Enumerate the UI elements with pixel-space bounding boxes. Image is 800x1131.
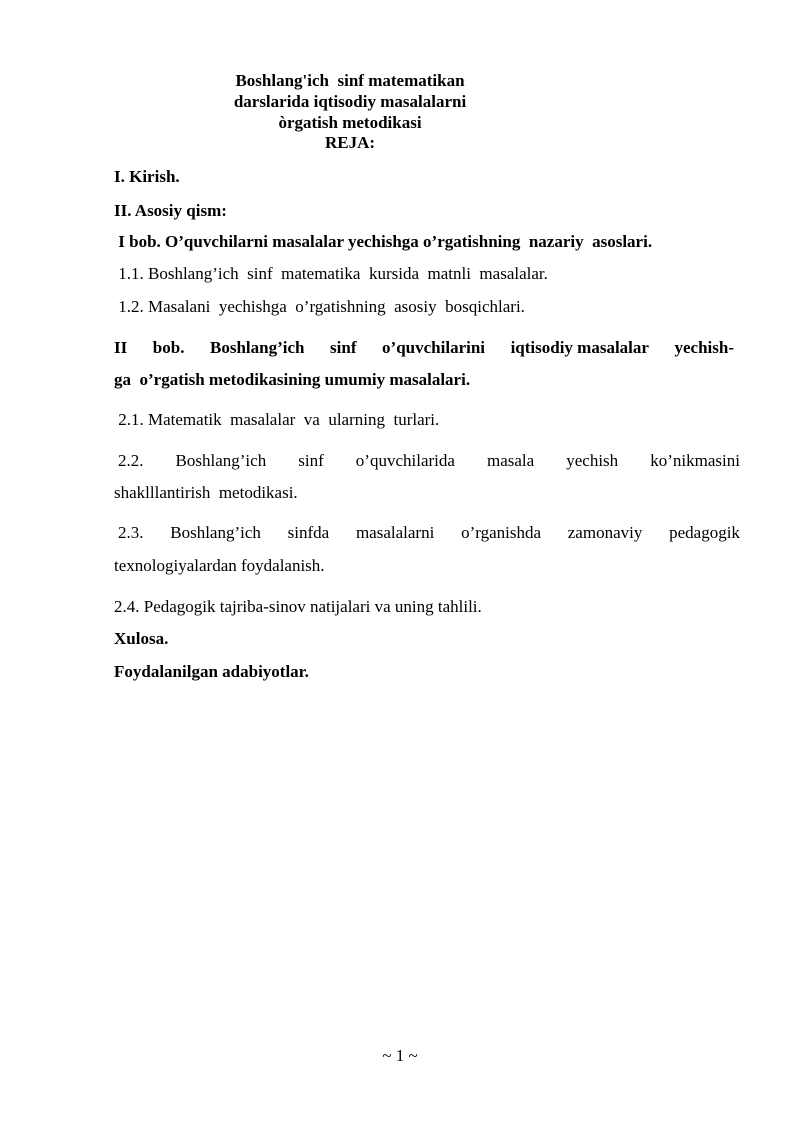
chapter1-item-2: 1.2. Masalani yechishga o’rgatishning asosiy bosqichlari.: [114, 297, 525, 316]
chapter2-item-3-line-2: texnologiyalardan foydalanish.: [114, 556, 325, 575]
chapter2-title-word: II: [114, 338, 128, 357]
chapter2-title-word: Boshlang’ich: [210, 338, 305, 357]
item-2-3-word: masalalarni: [355, 523, 435, 542]
item-2-3-word: pedagogik: [669, 523, 740, 542]
page-number: ~ 1 ~: [382, 1046, 418, 1065]
document-title: [150, 70, 550, 133]
item-2-2-word: Boshlang’ich: [175, 451, 267, 470]
intro-heading: I. Kirish.: [114, 167, 180, 186]
plan-title: REJA:: [324, 133, 376, 152]
main-part-heading: II. Asosiy qism:: [114, 201, 227, 220]
title-line-1: Boshlang'ich sinf matematikan: [235, 71, 465, 90]
title-line-2: darslarida iqtisodiy masalalarni: [233, 92, 467, 111]
item-2-2-word: o’quvchilarida: [355, 451, 455, 470]
item-2-3-word: o’rganishda: [461, 523, 542, 542]
chapter2-title-line-1: [114, 338, 734, 358]
chapter2-title-word: sinf: [330, 338, 357, 357]
chapter1-title: I bob. O’quvchilarni masalalar yechishga o’rgatishning nazariy asoslari.: [114, 232, 653, 251]
chapter2-item-2-line-1: [118, 451, 740, 471]
references-heading: Foydalanilgan adabiyotlar.: [114, 662, 309, 681]
item-2-3-word: Boshlang’ich: [170, 523, 261, 542]
item-2-2-word: 2.2.: [118, 451, 144, 470]
chapter2-title-line-2: ga o’rgatish metodikasining umumiy masalalari.: [114, 370, 471, 389]
chapter1-item-1: 1.1. Boshlang’ich sinf matematika kursida matnli masalalar.: [114, 264, 548, 283]
chapter2-item-4: 2.4. Pedagogik tajriba-sinov natijalari va uning tahlili.: [114, 597, 482, 616]
item-2-2-word: ko’nikmasini: [650, 451, 740, 470]
chapter2-item-1: 2.1. Matematik masalalar va ularning turlari.: [114, 410, 440, 429]
chapter2-title-word: bob.: [152, 338, 185, 357]
item-2-2-word: masala: [486, 451, 535, 470]
conclusion-heading: Xulosa.: [114, 629, 169, 648]
chapter2-title-word: yechish-: [674, 338, 734, 357]
title-line-3: òrgatish metodikasi: [278, 113, 422, 132]
chapter2-item-3-line-1: [118, 523, 740, 543]
item-2-2-word: sinf: [298, 451, 324, 470]
item-2-3-word: sinfda: [287, 523, 330, 542]
item-2-3-word: 2.3.: [118, 523, 144, 542]
chapter2-title-word: o’quvchilarini: [382, 338, 486, 357]
chapter2-item-2-line-2: shaklllantirish metodikasi.: [114, 483, 298, 502]
item-2-3-word: zamonaviy: [567, 523, 643, 542]
chapter2-title-word: iqtisodiy masalalar: [510, 338, 649, 357]
item-2-2-word: yechish: [566, 451, 619, 470]
